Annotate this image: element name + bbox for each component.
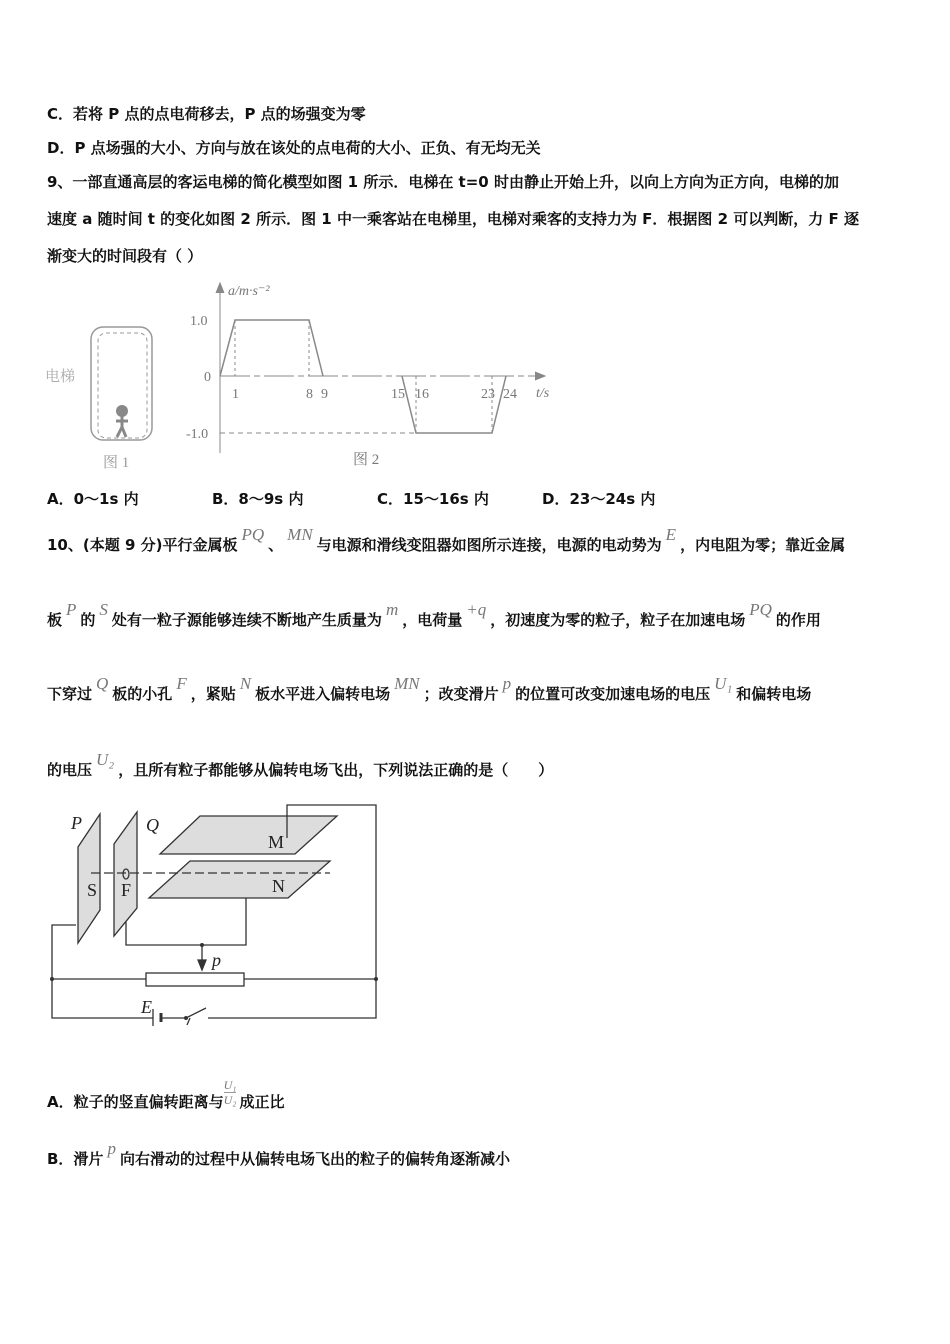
x-tick-1: 1	[232, 387, 239, 402]
text: 的电压	[47, 761, 93, 779]
text: ；改变滑片	[423, 685, 499, 703]
q9-text-line3: 渐变大的时间段有（ ）	[47, 247, 203, 265]
q9-option-d[interactable]: D．23～24s 内	[542, 490, 656, 508]
numerator: U₁	[223, 1078, 237, 1092]
text: 板的小孔	[112, 685, 173, 703]
y-tick-0: 0	[204, 370, 211, 385]
math-Q: Q	[96, 674, 109, 693]
text: ，内电阻为零；靠近金属	[680, 536, 846, 554]
text: 的	[80, 611, 96, 629]
x-tick-16: 16	[415, 387, 429, 402]
math-p: p	[107, 1139, 116, 1158]
text: 成正比	[239, 1093, 285, 1111]
text: 和偏转电场	[736, 685, 812, 703]
q9-text-line2: 速度 a 随时间 t 的变化如图 2 所示．图 1 中一乘客站在电梯里，电梯对乘客的支持力为 F．根据图 2 可以判断，力 F 逐	[47, 210, 859, 228]
y-tick-1: 1.0	[190, 314, 208, 329]
q9-figures	[40, 275, 570, 475]
y-axis-label: a/m·s⁻²	[228, 284, 270, 299]
math-S: S	[99, 600, 108, 619]
math-PQ: PQ	[241, 525, 265, 544]
x-tick-9: 9	[321, 387, 328, 402]
y-tick-neg1: -1.0	[186, 427, 209, 442]
text: ，初速度为零的粒子，粒子在加速电场	[490, 611, 746, 629]
q10-line2	[47, 600, 821, 630]
x-tick-15: 15	[391, 387, 405, 402]
elevator-figure	[91, 327, 152, 440]
q8-option-d: D．P 点场强的大小、方向与放在该处的点电荷的大小、正负、有无均无关	[47, 139, 541, 157]
x-tick-23: 23	[481, 387, 495, 402]
math-MN: MN	[394, 674, 420, 693]
source-S-label: S	[87, 880, 98, 900]
x-tick-24: 24	[503, 387, 517, 402]
math-U2: U₂	[96, 750, 115, 769]
fraction-U1-U2	[224, 1078, 237, 1107]
text: B．滑片	[47, 1150, 104, 1168]
denominator: U₂	[223, 1093, 237, 1107]
text: ，且所有粒子都能够从偏转电场飞出，下列说法正确的是（ ）	[118, 761, 554, 779]
text: 下穿过	[47, 685, 93, 703]
plate-P-label: P	[71, 813, 82, 833]
q10-line4	[47, 750, 554, 780]
math-p: p	[502, 674, 512, 693]
fig1-caption: 图 1	[103, 455, 130, 471]
q9-text-line1: 9、一部直通高层的客运电梯的简化模型如图 1 所示．电梯在 t=0 时由静止开始上升，以向上方向为正方向，电梯的加	[47, 173, 839, 191]
math-q: +q	[466, 600, 487, 619]
math-MN: MN	[287, 525, 313, 544]
q10-line1	[47, 525, 846, 555]
math-E: E	[665, 525, 677, 544]
text: 板	[47, 611, 63, 629]
elevator-label: 电梯	[45, 369, 76, 385]
math-P: P	[66, 600, 77, 619]
q9-option-b[interactable]: B．8～9s 内	[212, 490, 304, 508]
q9-option-a[interactable]: A．0～1s 内	[47, 490, 139, 508]
text: 与电源和滑线变阻器如图所示连接，电源的电动势为	[316, 536, 662, 554]
text: ，电荷量	[402, 611, 463, 629]
math-PQ: PQ	[749, 600, 772, 619]
text: ，紧贴	[190, 685, 236, 703]
text: A．粒子的竖直偏转距离与	[47, 1093, 224, 1111]
q9-option-c[interactable]: C．15～16s 内	[377, 490, 489, 508]
text: 处有一粒子源能够连续不断地产生质量为	[111, 611, 382, 629]
text: 、	[268, 536, 284, 554]
math-N: N	[239, 674, 252, 693]
text: 板水平进入偏转电场	[255, 685, 391, 703]
text: 向右滑动的过程中从偏转电场飞出的粒子的偏转角逐渐减小	[119, 1150, 510, 1168]
text: 的作用	[775, 611, 821, 629]
math-m: m	[385, 600, 399, 619]
math-F: F	[176, 674, 187, 693]
q10-line3	[47, 674, 812, 704]
x-tick-8: 8	[306, 387, 313, 402]
q8-option-c: C．若将 P 点的点电荷移去，P 点的场强变为零	[47, 105, 366, 123]
circuit-diagram	[40, 800, 390, 1030]
q10-option-b[interactable]	[47, 1139, 510, 1169]
acceleration-graph	[216, 283, 545, 453]
x-axis-label: t/s	[536, 386, 550, 401]
text: 的位置可改变加速电场的电压	[515, 685, 711, 703]
math-U1: U₁	[714, 674, 733, 693]
emf-E-label: E	[141, 997, 152, 1017]
slider-p-label: p	[212, 950, 221, 970]
plate-N-label: N	[272, 876, 285, 896]
hole-F-label: F	[121, 880, 132, 900]
plate-Q-label: Q	[146, 815, 159, 835]
plate-M-label: M	[268, 832, 285, 852]
text: 10、(本题 9 分)平行金属板	[47, 536, 238, 554]
q10-option-a[interactable]	[47, 1078, 285, 1117]
fig2-caption: 图 2	[353, 452, 380, 468]
